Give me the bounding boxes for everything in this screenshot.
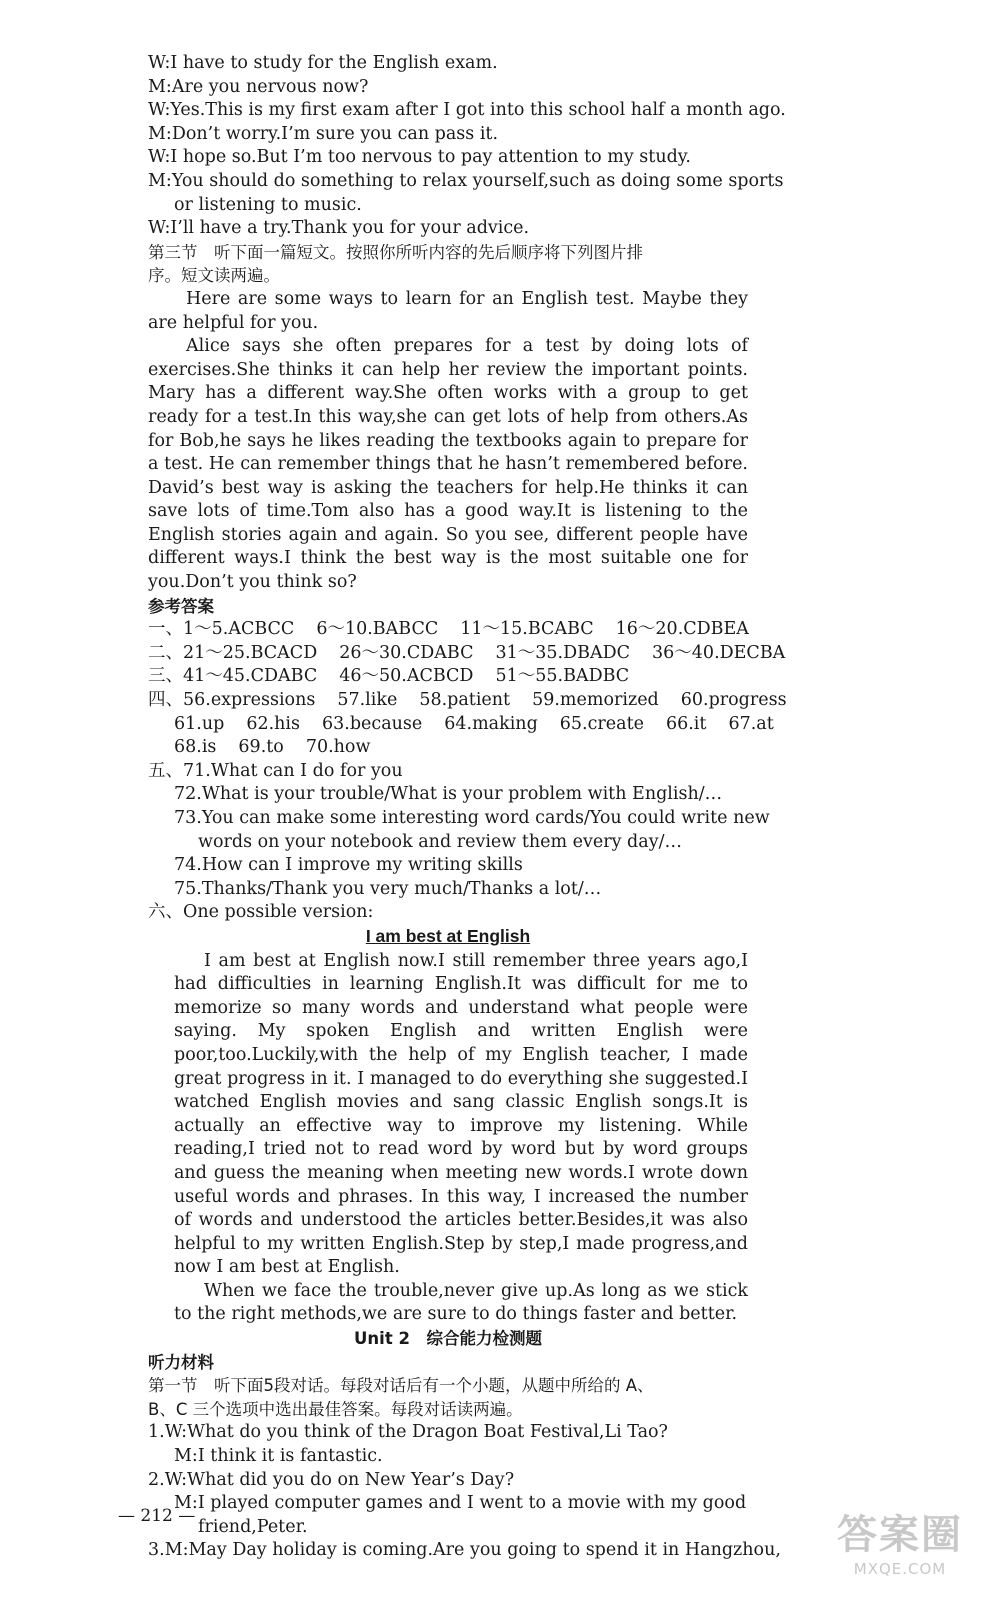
- dialog-line: W:I hope so.But I’m too nervous to pay attention to my study.: [148, 147, 691, 168]
- answer-item: 67.at: [728, 713, 774, 734]
- answer-item: 64.making: [444, 713, 538, 734]
- answer-item: 57.like: [337, 690, 398, 711]
- watermark-url: MXQE.COM: [853, 1560, 947, 1578]
- watermark-logo: [825, 1510, 975, 1590]
- answer-row: [148, 689, 787, 713]
- answer-row: [148, 665, 748, 689]
- dialog-line: W:Yes.This is my first exam after I got into this school half a month ago.: [148, 100, 786, 121]
- answer-six-heading: 六、One possible version:: [148, 902, 374, 923]
- answer-73-cont: words on your notebook and review them every day/…: [198, 831, 682, 852]
- section3-paragraph: Alice says she often prepares for a test by doing lots of exercises.She thinks it can help her review the important points. Mary has a different way.She often works with a group to get ready for a test.In this way,she can get lots of help from others.As for Bob,he says he likes reading the textbooks again to prepare for a test. He can remember things that he hasn’t remembered before. David’s best way is asking the teachers for help.He thinks it can save lots of time.Tom also has a good way.It is listening to the English stories again and again. So you see, different people have different ways.I think the best way is the most suitable one for you.Don’t you think so?: [148, 336, 748, 593]
- answer-item: 二、21～25.BCACD: [148, 642, 318, 663]
- answer-item: 31～35.DBADC: [495, 642, 631, 663]
- dialog-line: friend,Peter.: [198, 1516, 308, 1537]
- answer-item: 26～30.CDABC: [339, 642, 474, 663]
- answer-item: 6～10.BABCC: [316, 619, 439, 640]
- page-number: — 212 —: [118, 1506, 196, 1526]
- dialog-line: or listening to music.: [174, 194, 362, 215]
- answer-71: 五、71.What can I do for you: [148, 760, 403, 781]
- answer-item: 59.memorized: [532, 690, 659, 711]
- dialog-line: 2.W:What did you do on New Year’s Day?: [148, 1469, 515, 1490]
- answer-item: 69.to: [238, 737, 284, 758]
- dialog-line: M:I think it is fantastic.: [174, 1446, 383, 1467]
- dialog-line: 3.M:May Day holiday is coming.Are you going to spend it in Hangzhou,: [148, 1540, 781, 1561]
- dialog-line: M:Don’t worry.I’m sure you can pass it.: [148, 123, 499, 144]
- watermark-text: 答案圈: [837, 1512, 963, 1558]
- section3-title: 第三节 听下面一篇短文。按照你所听内容的先后顺序将下列图片排: [148, 242, 643, 262]
- dialog-line: M:I played computer games and I went to a movie with my good: [174, 1493, 747, 1514]
- answer-item: 65.create: [559, 713, 644, 734]
- answer-row: [148, 642, 786, 666]
- answer-item: 70.how: [305, 737, 371, 758]
- answer-item: 46～50.ACBCD: [339, 666, 474, 687]
- answer-item: 51～55.BADBC: [495, 666, 630, 687]
- section3-title-cont: 序。短文读两遍。: [148, 266, 280, 286]
- answer-item: 60.progress: [680, 690, 787, 711]
- answer-row: [148, 736, 748, 760]
- answers-heading: 参考答案: [148, 596, 214, 616]
- essay-paragraph: When we face the trouble,never give up.As long as we stick to the right methods,we are sure to do things faster and better.: [174, 1280, 748, 1325]
- answer-72: 72.What is your trouble/What is your problem with English/…: [174, 784, 723, 805]
- answer-item: 16～20.CDBEA: [615, 619, 749, 640]
- answer-item: 三、41～45.CDABC: [148, 666, 318, 687]
- dialog-line: M:You should do something to relax yourself,such as doing some sports: [148, 170, 784, 191]
- answer-item: 66.it: [665, 713, 707, 734]
- dialog-line: W:I’ll have a try.Thank you for your advice.: [148, 218, 530, 239]
- section1-instructions: 第一节 听下面5段对话。每段对话后有一个小题，从题中所给的 A、: [148, 1376, 654, 1396]
- answer-item: 11～15.BCABC: [460, 619, 594, 640]
- unit2-title: Unit 2 综合能力检测题: [354, 1329, 542, 1349]
- dialog-line: M:Are you nervous now?: [148, 76, 369, 97]
- page-content: [148, 52, 787, 1563]
- section3-paragraph: Here are some ways to learn for an English test. Maybe they are helpful for you.: [148, 288, 748, 333]
- answer-item: 一、1～5.ACBCC: [148, 619, 295, 640]
- answer-73: 73.You can make some interesting word cards/You could write new: [174, 808, 770, 828]
- dialog-line: W:I have to study for the English exam.: [148, 53, 498, 73]
- listening-heading: 听力材料: [148, 1352, 214, 1372]
- answer-item: 61.up: [174, 713, 225, 734]
- answer-74: 74.How can I improve my writing skills: [174, 855, 523, 876]
- answer-item: 四、56.expressions: [148, 690, 316, 711]
- answer-item: 36～40.DECBA: [652, 642, 786, 663]
- answer-row: [148, 713, 774, 737]
- answer-item: 58.patient: [419, 690, 511, 711]
- answer-item: 62.his: [246, 713, 300, 734]
- answer-row: [148, 618, 748, 642]
- essay-title: I am best at English: [365, 925, 531, 946]
- dialog-line: 1.W:What do you think of the Dragon Boat Festival,Li Tao?: [148, 1422, 668, 1443]
- essay-paragraph: I am best at English now.I still remember three years ago,I had difficulties in learning English.It was difficult for me to memorize so many words and understand what people were saying. My spoken English and written English were poor,too.Luckily,with the help of my English teacher, I made great progress in it. I managed to do everything she suggested.I watched English movies and sang classic English songs.It is actually an effective way to improve my listening. While reading,I tried not to read word by word but by word groups and guess the meaning when meeting new words.I wrote down useful words and phrases. In this way, I increased the number of words and understood the articles better.Besides,it was also helpful to my written English.Step by step,I made progress,and now I am best at English.: [174, 950, 748, 1278]
- answer-item: 63.because: [322, 713, 423, 734]
- answer-item: 68.is: [174, 737, 217, 758]
- answer-75: 75.Thanks/Thank you very much/Thanks a lot/…: [174, 878, 602, 899]
- section1-instructions-cont: B、C 三个选项中选出最佳答案。每段对话读两遍。: [148, 1399, 523, 1419]
- essay-title-row: [148, 925, 748, 950]
